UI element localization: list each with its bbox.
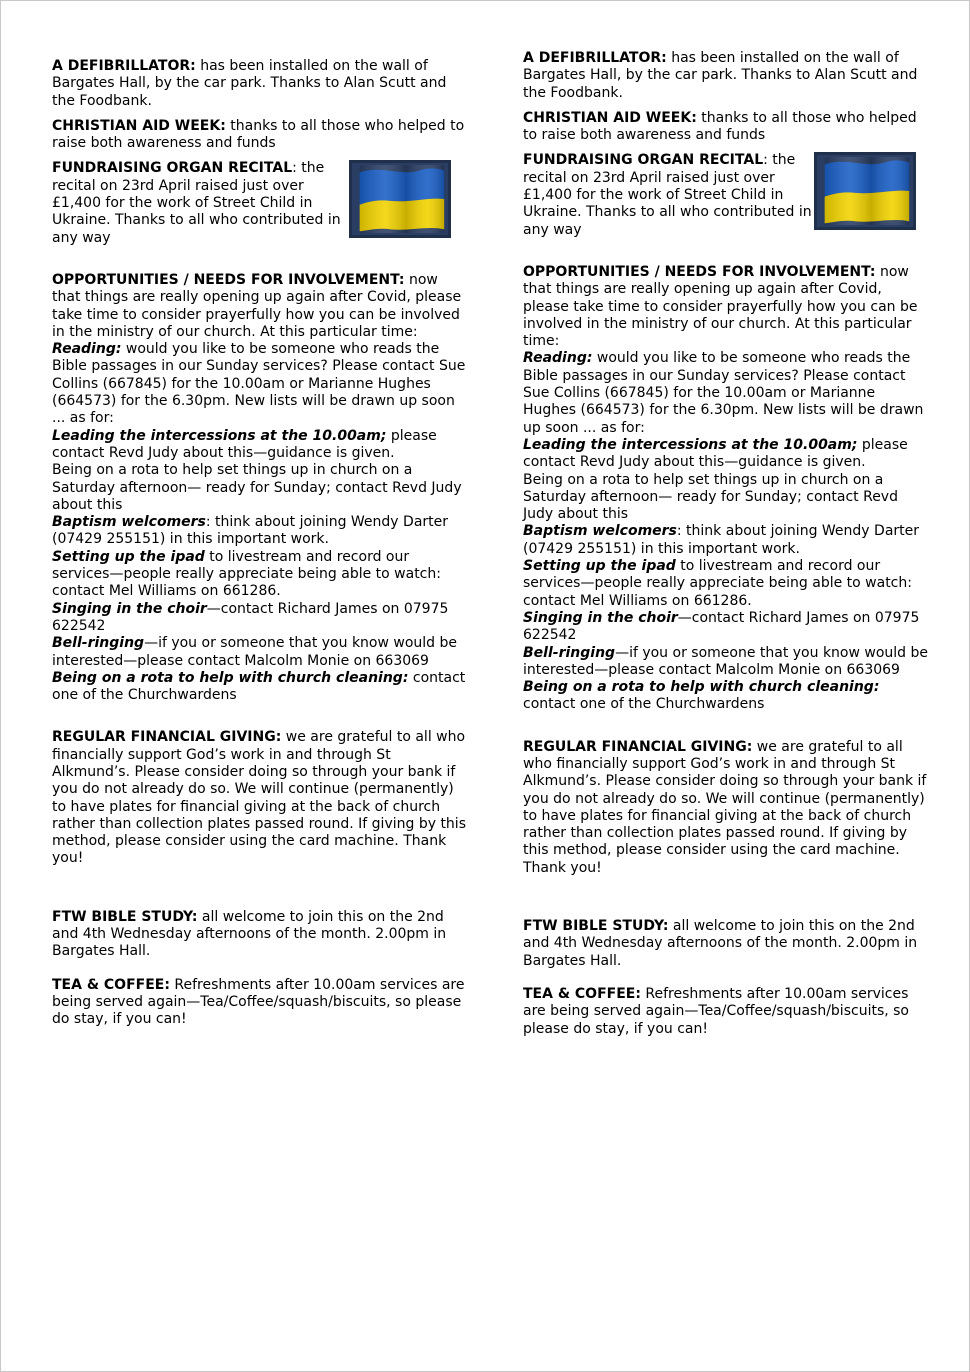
financial-giving-notice [523,739,928,877]
item-text: please contact Revd Judy about this—guidance is given. [523,436,908,471]
reading-item [523,350,928,436]
notice-text: Refreshments after 10.00am services are being served again—Tea/Coffee/squash/biscuits, so please do stay, if you can! [523,985,909,1037]
bible-study-notice [523,918,928,970]
notice-text: now that things are really opening up again after Covid, please take time to consider prayerfully how you can be involved in the ministry of our church. At this particular time: [52,271,462,340]
item-text: would you like to be someone who reads the Bible passages in our Sunday services? Please contact Sue Collins (667845) for the 10.00am or Marianne Hughes (664573) for the 6.30pm. New lists will be drawn up soon ... as for: [523,350,924,436]
choir-item [523,610,928,645]
item-text: contact one of the Churchwardens [523,696,765,713]
notice-heading: A DEFIBRILLATOR: [523,50,667,66]
item-text: —contact Richard James on 07975 622542 [523,609,920,644]
item-text: would you like to be someone who reads the Bible passages in our Sunday services? Please contact Sue Collins (667845) for the 10.00am or Marianne Hughes (664573) for the 6.30pm. New lists will be drawn up soon ... as for: [52,341,466,427]
defibrillator-notice [52,58,467,110]
item-heading: Bell-ringing [523,644,616,661]
notice-text: has been installed on the wall of Bargates Hall, by the car park. Thanks to Alan Scutt and the Foodbank. [523,50,918,101]
ukraine-flag-image [814,152,916,230]
notice-heading: OPPORTUNITIES / NEEDS FOR INVOLVEMENT: [52,271,405,288]
notice-heading: REGULAR FINANCIAL GIVING: [52,729,282,746]
notice-text: we are grateful to all who financially support God’s work in and through St Alkmund’s. Please consider doing so through your bank if you do not already do so. We will continue (permanently) to have plates for financial giving at the back of church rather than collection plates passed round. If giving by this method, please consider using the card machine. Thank you! [52,729,466,867]
notice-text: has been installed on the wall of Bargates Hall, by the car park. Thanks to Alan Scutt and the Foodbank. [52,58,447,109]
item-heading: Baptism welcomers [523,523,677,540]
choir-item [52,601,467,636]
setup-rota-item: Being on a rota to help set things up in church on a Saturday afternoon— ready for Sunday; contact Revd Judy about this [52,462,462,513]
item-text: to livestream and record our services—people really appreciate being able to watch: contact Mel Williams on 661286. [523,558,912,609]
item-heading: Reading: [52,341,122,358]
christian-aid-notice [52,118,467,153]
item-heading: Singing in the choir [523,609,678,626]
notice-text: : the recital on 23rd April raised just over £1,400 for the work of Street Child in Ukraine. Thanks to all who contributed in any way [52,160,341,246]
item-text: contact one of the Churchwardens [52,669,466,704]
tea-coffee-notice [523,986,928,1038]
cleaning-item [523,679,928,714]
intercessions-item [523,437,928,472]
notice-heading: OPPORTUNITIES / NEEDS FOR INVOLVEMENT: [523,263,876,280]
bible-study-notice [52,909,467,961]
setup-rota-item: Being on a rota to help set things up in church on a Saturday afternoon— ready for Sunday; contact Revd Judy about this [523,471,898,523]
bell-ringing-item [523,645,928,680]
notice-text: all welcome to join this on the 2nd and 4th Wednesday afternoons of the month. 2.00pm in Bargates Hall. [52,908,447,960]
item-heading: Leading the intercessions at the 10.00am; [52,427,387,444]
item-heading: Leading the intercessions at the 10.00am; [523,436,858,453]
organ-recital-notice [52,160,467,246]
item-heading: Bell-ringing [52,635,145,652]
notice-heading: REGULAR FINANCIAL GIVING: [523,738,753,755]
item-text: : think about joining Wendy Darter (07429 255151) in this important work. [52,514,449,548]
item-text: please contact Revd Judy about this—guidance is given. [52,427,437,461]
opportunities-notice [52,272,467,341]
organ-recital-notice [523,152,928,238]
intercessions-item [52,428,467,463]
cleaning-item [52,670,467,705]
item-heading: Setting up the ipad [523,558,676,575]
notice-heading: CHRISTIAN AID WEEK: [523,109,697,126]
tea-coffee-notice [52,977,467,1029]
notice-heading: FTW BIBLE STUDY: [523,918,669,935]
item-text: —if you or someone that you know would be interested—please contact Malcolm Monie on 663069 [523,644,929,678]
notice-heading: FUNDRAISING ORGAN RECITAL [523,152,764,169]
notice-heading: TEA & COFFEE: [52,976,170,993]
item-text: —contact Richard James on 07975 622542 [52,600,449,634]
baptism-item [52,514,467,549]
financial-giving-notice [52,729,467,867]
item-heading: Reading: [523,350,593,367]
notice-heading: FUNDRAISING ORGAN RECITAL [52,160,293,177]
notice-heading: A DEFIBRILLATOR: [52,58,196,74]
newsletter-column-right [523,50,928,1046]
item-heading: Setting up the ipad [52,548,205,565]
defibrillator-notice [523,50,928,102]
opportunities-notice [523,264,928,350]
ipad-item [523,558,928,610]
notice-text: : the recital on 23rd April raised just over £1,400 for the work of Street Child in Ukraine. Thanks to all who contributed in any way [523,152,812,238]
ukraine-flag-image [349,160,451,238]
notice-text: now that things are really opening up again after Covid, please take time to consider prayerfully how you can be involved in the ministry of our church. At this particular time: [523,263,918,350]
item-text: —if you or someone that you know would be interested—please contact Malcolm Monie on 663069 [52,635,458,669]
item-heading: Being on a rota to help with church cleaning: [523,679,880,696]
newsletter-column-left [52,58,467,1037]
item-heading: Being on a rota to help with church cleaning: [52,669,409,686]
item-text: to livestream and record our services—people really appreciate being able to watch: contact Mel Williams on 661286. [52,548,441,600]
ipad-item [52,549,467,601]
item-heading: Singing in the choir [52,600,207,617]
item-text: : think about joining Wendy Darter (07429 255151) in this important work. [523,523,920,557]
notice-text: thanks to all those who helped to raise both awareness and funds [523,109,917,144]
christian-aid-notice [523,110,928,145]
notice-text: we are grateful to all who financially support God’s work in and through St Alkmund’s. Please consider doing so through your bank if you do not already do so. We will continue (permanently) to have plates for financial giving at the back of church rather than collection plates passed round. If giving by this method, please consider using the card machine. Thank you! [523,738,927,876]
baptism-item [523,523,928,558]
item-heading: Baptism welcomers [52,514,206,531]
notice-heading: TEA & COFFEE: [523,985,641,1002]
notice-heading: FTW BIBLE STUDY: [52,908,198,925]
bell-ringing-item [52,635,467,670]
notice-text: thanks to all those who helped to raise both awareness and funds [52,117,465,152]
notice-text: Refreshments after 10.00am services are being served again—Tea/Coffee/squash/biscuits, so please do stay, if you can! [52,976,465,1028]
reading-item [52,341,467,427]
notice-text: all welcome to join this on the 2nd and 4th Wednesday afternoons of the month. 2.00pm in Bargates Hall. [523,918,918,969]
notice-heading: CHRISTIAN AID WEEK: [52,117,226,134]
